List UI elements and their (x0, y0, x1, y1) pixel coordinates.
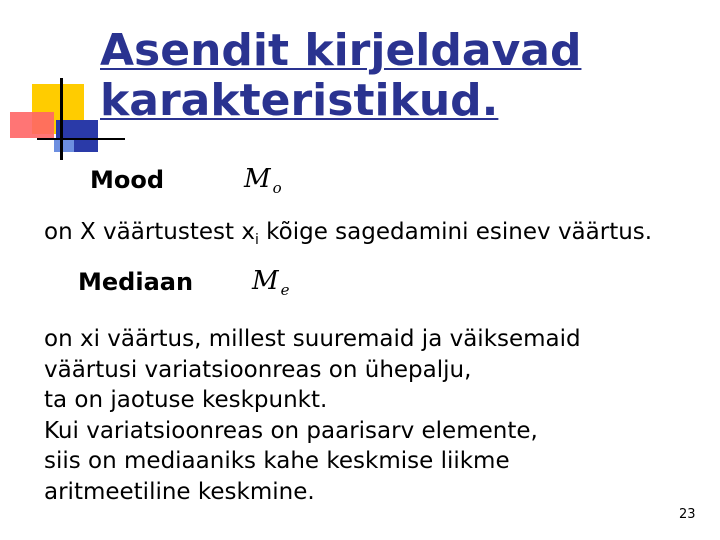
decor-lightblue-square (54, 138, 74, 152)
median-definition (44, 324, 581, 507)
mood-definition-sub: i (254, 232, 259, 248)
median-line-6: aritmeetiline keskmine. (44, 478, 315, 505)
median-line-5: siis on mediaaniks kahe keskmise liikme (44, 448, 510, 474)
mood-label: Mood (90, 166, 165, 194)
median-label: Mediaan (78, 268, 194, 296)
median-symbol (252, 266, 290, 305)
median-symbol-main: M (252, 266, 279, 296)
median-line-3: ta on jaotuse keskpunkt. (44, 387, 328, 413)
mood-definition-post: kõige sagedamini esinev väärtus. (258, 219, 653, 245)
decor-red-square (10, 112, 54, 138)
mood-definition (44, 218, 652, 254)
mood-symbol (244, 164, 282, 203)
decor-vertical-line (60, 78, 63, 160)
mood-symbol-sub: o (272, 179, 282, 197)
median-line-1: on xi väärtus, millest suuremaid ja väiksemaid (44, 326, 581, 352)
median-line-2: väärtusi variatsioonreas on ühepalju, (44, 356, 472, 383)
decor-horizontal-line (37, 138, 125, 140)
mood-definition-pre: on X väärtustest x (44, 219, 255, 245)
title-line-1: Asendit kirjeldavad (100, 25, 582, 76)
median-line-4: Kui variatsioonreas on paarisarv elemente, (44, 417, 538, 444)
title-line-2: karakteristikud. (100, 75, 499, 126)
median-symbol-sub: e (280, 281, 290, 299)
slide-title (100, 26, 581, 126)
page-number: 23 (679, 507, 696, 522)
mood-symbol-main: M (244, 164, 271, 194)
